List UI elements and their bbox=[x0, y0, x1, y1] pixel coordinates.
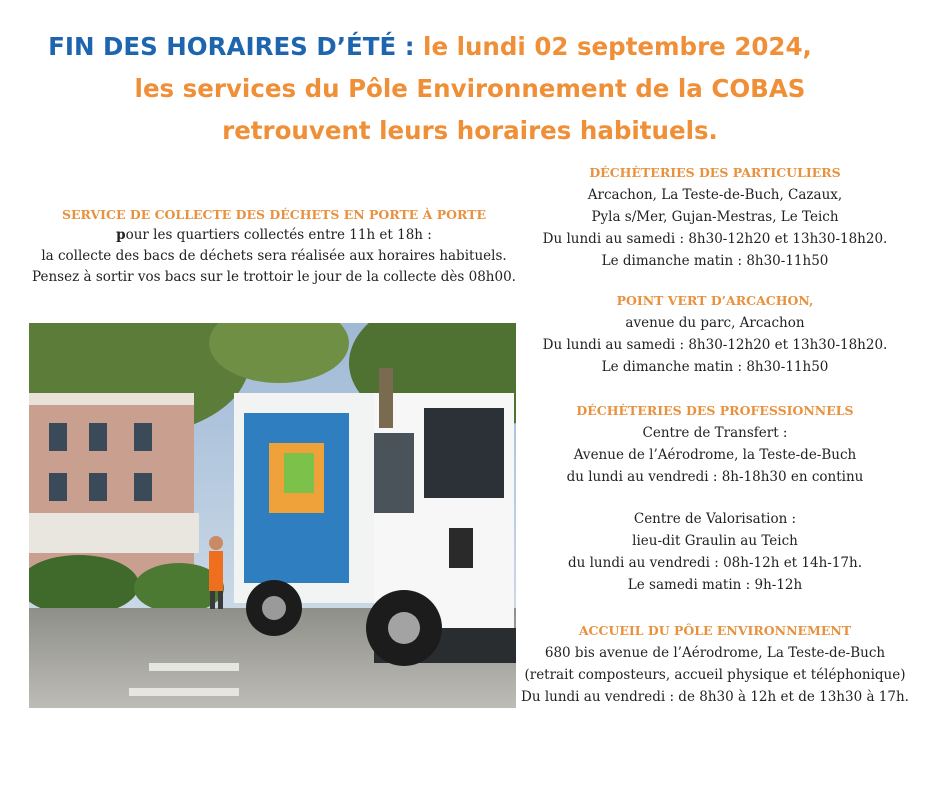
title-prefix: FIN DES HORAIRES D’ÉTÉ : bbox=[48, 32, 415, 61]
collecte-line-1-first: p bbox=[116, 227, 126, 243]
title-line-1 bbox=[0, 32, 900, 61]
point-vert-line: Le dimanche matin : 8h30-11h50 bbox=[601, 359, 829, 375]
decheteries-pro-section bbox=[510, 400, 920, 596]
valorisation-line: du lundi au vendredi : 08h-12h et 14h-17h. bbox=[567, 555, 862, 571]
garbage-truck-photo bbox=[29, 323, 516, 708]
point-vert-section bbox=[510, 290, 920, 378]
decheteries-particuliers-line: Arcachon, La Teste-de-Buch, Cazaux, bbox=[587, 187, 843, 203]
valorisation-line: Centre de Valorisation : bbox=[633, 511, 797, 527]
collecte-line-1-rest: our les quartiers collectés entre 11h et 18h : bbox=[125, 227, 432, 243]
transfert-line: Avenue de l’Aérodrome, la Teste-de-Buch bbox=[573, 447, 857, 463]
decheteries-particuliers-line: Pyla s/Mer, Gujan-Mestras, Le Teich bbox=[591, 209, 839, 225]
decheteries-particuliers-heading: DÉCHÈTERIES DES PARTICULIERS bbox=[589, 165, 841, 180]
decheteries-particuliers-line: Du lundi au samedi : 8h30-12h20 et 13h30-18h20. bbox=[542, 231, 888, 247]
accueil-heading: ACCUEIL DU PÔLE ENVIRONNEMENT bbox=[578, 623, 852, 638]
transfert-line: du lundi au vendredi : 8h-18h30 en continu bbox=[566, 469, 864, 485]
collecte-line-2: la collecte des bacs de déchets sera réalisée aux horaires habituels. bbox=[41, 248, 507, 264]
collecte-section bbox=[24, 204, 524, 288]
accueil-line: (retrait composteurs, accueil physique et téléphonique) bbox=[524, 667, 906, 683]
decheteries-particuliers-section bbox=[510, 162, 920, 272]
accueil-line: Du lundi au vendredi : de 8h30 à 12h et de 13h30 à 17h. bbox=[521, 689, 909, 705]
point-vert-line: Du lundi au samedi : 8h30-12h20 et 13h30-18h20. bbox=[542, 337, 888, 353]
title-line-3: retrouvent leurs horaires habituels. bbox=[222, 116, 718, 145]
accueil-section bbox=[510, 620, 920, 708]
collecte-line-3: Pensez à sortir vos bacs sur le trottoir le jour de la collecte dès 08h00. bbox=[32, 269, 516, 285]
transfert-line: Centre de Transfert : bbox=[642, 425, 788, 441]
title-date: le lundi 02 septembre 2024, bbox=[414, 32, 812, 61]
collecte-heading: SERVICE DE COLLECTE DES DÉCHETS EN PORTE À PORTE bbox=[61, 207, 487, 222]
point-vert-heading: POINT VERT D’ARCACHON, bbox=[616, 293, 814, 308]
decheteries-pro-heading: DÉCHÈTERIES DES PROFESSIONNELS bbox=[576, 403, 854, 418]
title-line-2: les services du Pôle Environnement de la COBAS bbox=[134, 74, 806, 103]
decheteries-particuliers-line: Le dimanche matin : 8h30-11h50 bbox=[601, 253, 829, 269]
accueil-line: 680 bis avenue de l’Aérodrome, La Teste-de-Buch bbox=[544, 645, 886, 661]
collecte-line-1 bbox=[24, 225, 524, 246]
point-vert-line: avenue du parc, Arcachon bbox=[625, 315, 805, 331]
valorisation-line: Le samedi matin : 9h-12h bbox=[627, 577, 803, 593]
valorisation-line: lieu-dit Graulin au Teich bbox=[632, 533, 798, 549]
